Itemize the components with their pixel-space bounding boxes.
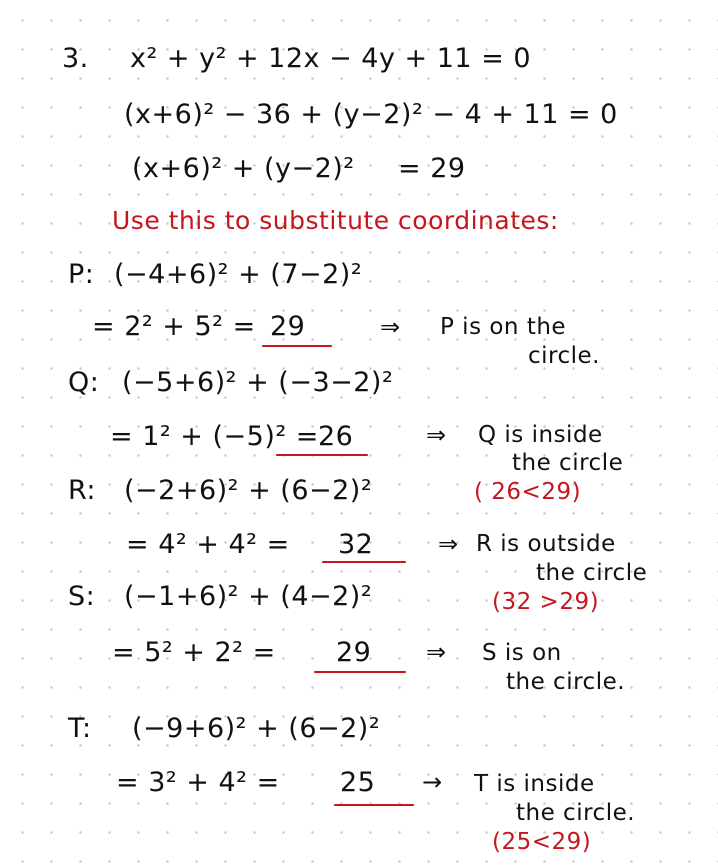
equation-line-3: (x+6)² + (y−2)² <box>132 153 355 184</box>
conclusion-line-2: the circle <box>512 450 624 476</box>
implies-arrow: ⇒ <box>380 313 401 341</box>
result-underline <box>276 454 368 456</box>
implies-arrow: → <box>422 768 443 796</box>
point-result: 25 <box>340 767 376 798</box>
point-result: 29 <box>336 637 372 668</box>
point-expression: (−5+6)² + (−3−2)² <box>122 367 394 398</box>
conclusion-line-2: the circle. <box>516 800 636 826</box>
point-work: = 1² + (−5)² = <box>110 421 319 452</box>
point-work: = 2² + 5² = <box>92 311 256 342</box>
comparison-note: (32 >29) <box>492 589 600 615</box>
conclusion-line-1: S is on <box>482 640 562 666</box>
equation-line-2: (x+6)² − 36 + (y−2)² − 4 + 11 = 0 <box>124 99 618 130</box>
conclusion-line-1: P is on the <box>440 314 567 340</box>
point-work: = 4² + 4² = <box>126 529 290 560</box>
conclusion-line-1: R is outside <box>476 531 616 557</box>
point-work: = 3² + 4² = <box>116 767 280 798</box>
point-label: Q: <box>68 367 100 398</box>
point-label: P: <box>68 259 95 290</box>
conclusion-line-2: the circle <box>536 560 648 586</box>
conclusion-line-2: circle. <box>528 343 600 369</box>
point-result: 32 <box>338 529 374 560</box>
point-expression: (−9+6)² + (6−2)² <box>132 713 381 744</box>
comparison-note: ( 26<29) <box>474 479 582 505</box>
result-underline <box>322 561 406 563</box>
problem-number: 3. <box>62 43 89 74</box>
comparison-note: (25<29) <box>492 829 592 855</box>
point-expression: (−2+6)² + (6−2)² <box>124 475 373 506</box>
implies-arrow: ⇒ <box>426 421 447 449</box>
point-label: S: <box>68 581 96 612</box>
point-work: = 5² + 2² = <box>112 637 276 668</box>
point-label: R: <box>68 475 97 506</box>
implies-arrow: ⇒ <box>438 530 459 558</box>
conclusion-line-1: Q is inside <box>478 422 603 448</box>
conclusion-line-1: T is inside <box>474 771 595 797</box>
equation-line-1: x² + y² + 12x − 4y + 11 = 0 <box>130 43 532 74</box>
equation-line-3-rhs: = 29 <box>398 153 466 184</box>
point-expression: (−4+6)² + (7−2)² <box>114 259 363 290</box>
conclusion-line-2: the circle. <box>506 669 626 695</box>
instruction-text: Use this to substitute coordinates: <box>112 206 559 235</box>
point-result: 29 <box>270 311 306 342</box>
point-result: 26 <box>318 421 354 452</box>
implies-arrow: ⇒ <box>426 638 447 666</box>
result-underline <box>314 671 406 673</box>
result-underline <box>334 804 414 806</box>
point-expression: (−1+6)² + (4−2)² <box>124 581 373 612</box>
point-label: T: <box>68 713 92 744</box>
result-underline <box>262 345 332 347</box>
